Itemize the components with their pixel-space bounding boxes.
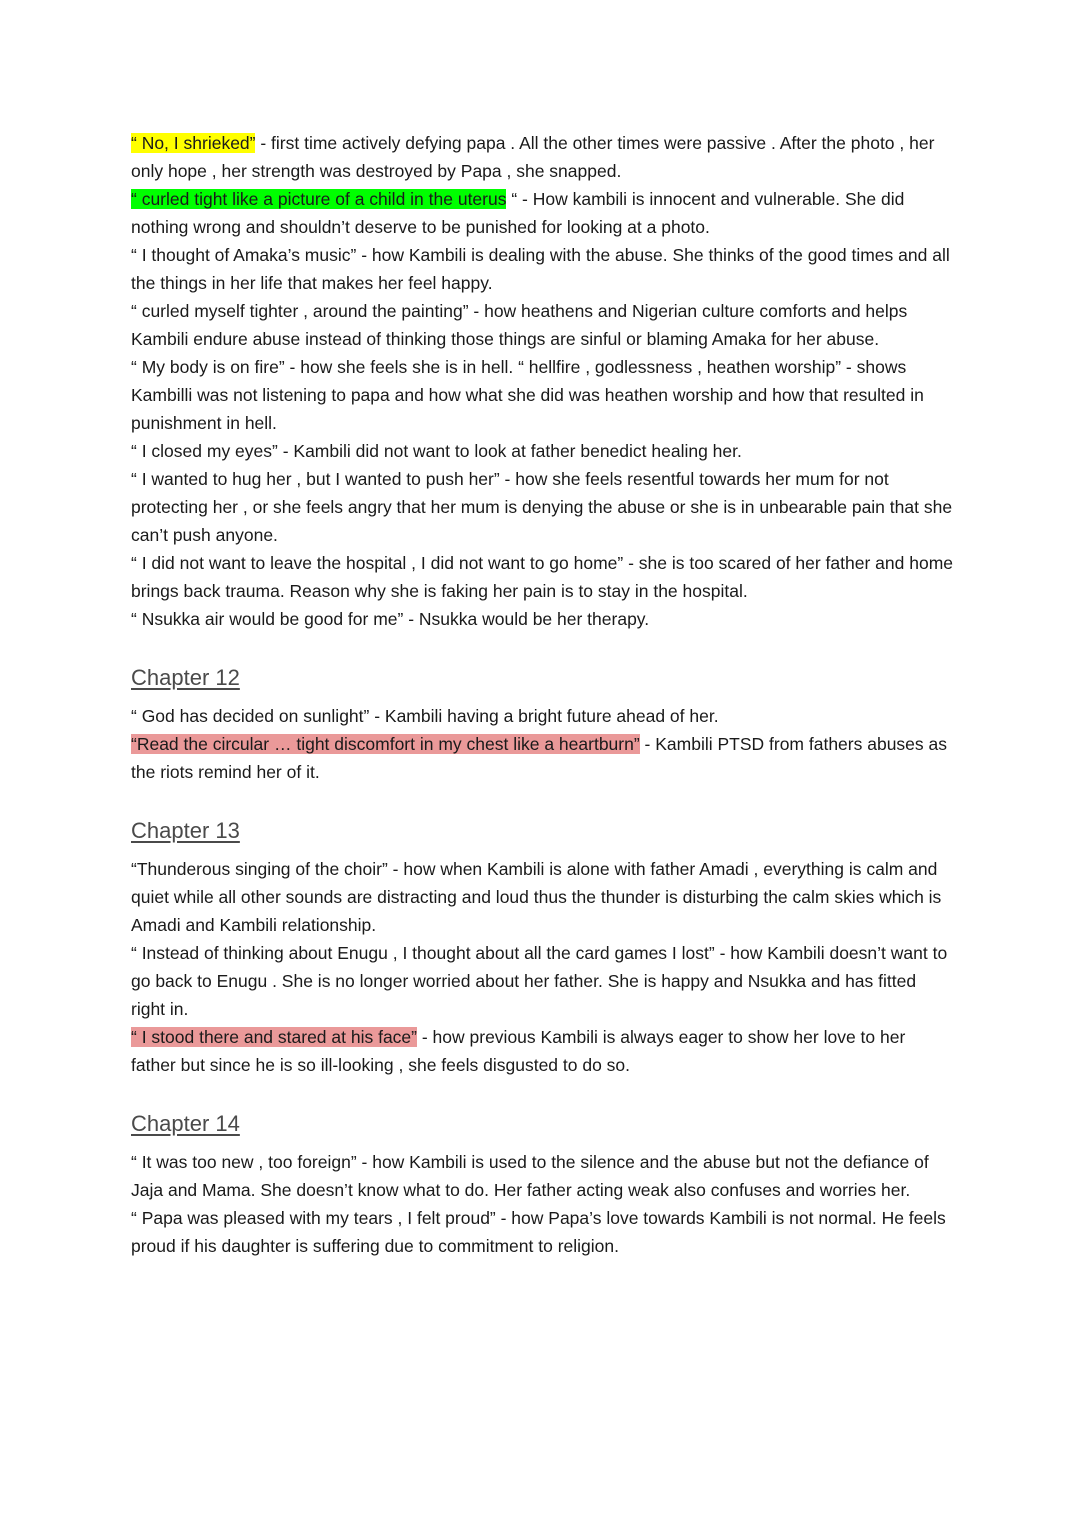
highlighted-quote: “ No, I shrieked” [131,133,256,153]
note-paragraph [131,1023,953,1079]
note-text: “Thunderous singing of the choir” - how when Kambili is alone with father Amadi , everything is calm and quiet while all other sounds are distracting and loud thus the thunder is disturbing the calm skies which is Amadi and Kambili relationship. [131,859,942,935]
note-paragraph [131,939,953,1023]
note-text: “ I did not want to leave the hospital , I did not want to go home” - she is too scared of her father and home brings back trauma. Reason why she is faking her pain is to stay in the hospital. [131,553,954,601]
note-paragraph [131,241,953,297]
note-text: “ Papa was pleased with my tears , I felt proud” - how Papa’s love towards Kambili is not normal. He feels proud if his daughter is suffering due to commitment to religion. [131,1208,946,1256]
note-paragraph [131,702,953,730]
note-paragraph [131,730,953,786]
chapter-heading: Chapter 12 [131,665,240,690]
note-text: “ It was too new , too foreign” - how Kambili is used to the silence and the abuse but not the defiance of Jaja and Mama. She doesn’t know what to do. Her father acting weak also confuses and worries her. [131,1152,929,1200]
note-paragraph [131,185,953,241]
note-text: “ My body is on fire” - how she feels she is in hell. “ hellfire , godlessness , heathen worship” - shows Kambilli was not listening to papa and how what she did was heathen worship and how that resulted in punishment in hell. [131,357,924,433]
chapter-section [131,817,953,1079]
note-text: “ I closed my eyes” - Kambili did not want to look at father benedict healing her. [131,441,742,461]
chapter-section [131,1110,953,1260]
chapters-container [131,664,953,1260]
note-paragraph [131,605,953,633]
note-text: - how previous Kambili is always eager to show her love to her father but since he is so ill-looking , she feels disgusted to do so. [131,1027,906,1075]
note-paragraph [131,437,953,465]
chapter-heading: Chapter 14 [131,1111,240,1136]
note-paragraph [131,1148,953,1204]
note-text: “ Instead of thinking about Enugu , I thought about all the card games I lost” - how Kambili doesn’t want to go back to Enugu . She is no longer worried about her father. She is happy and Nsukka and has fitted right in. [131,943,948,1019]
note-text: “ God has decided on sunlight” - Kambili having a bright future ahead of her. [131,706,719,726]
chapter-section [131,664,953,786]
intro-section [131,129,953,633]
note-paragraph [131,129,953,185]
note-paragraph [131,353,953,437]
highlighted-quote: “ I stood there and stared at his face” [131,1027,417,1047]
note-paragraph [131,297,953,353]
note-text: “ curled myself tighter , around the painting” - how heathens and Nigerian culture comforts and helps Kambili endure abuse instead of thinking those things are sinful or blaming Amaka for her abuse. [131,301,908,349]
note-text: “ I thought of Amaka’s music” - how Kambili is dealing with the abuse. She thinks of the good times and all the things in her life that makes her feel happy. [131,245,950,293]
note-text: “ Nsukka air would be good for me” - Nsukka would be her therapy. [131,609,650,629]
note-paragraph [131,855,953,939]
document-page [131,129,953,1260]
note-paragraph [131,465,953,549]
chapter-heading: Chapter 13 [131,818,240,843]
note-text: “ I wanted to hug her , but I wanted to push her” - how she feels resentful towards her mum for not protecting her , or she feels angry that her mum is denying the abuse or she is in unbearable pain that she can’t push anyone. [131,469,953,545]
note-text: - Kambili PTSD from fathers abuses as the riots remind her of it. [131,734,947,782]
note-text: “ - How kambili is innocent and vulnerable. She did nothing wrong and shouldn’t deserve to be punished for looking at a photo. [131,189,905,237]
note-text: - first time actively defying papa . All the other times were passive . After the photo , her only hope , her strength was destroyed by Papa , she snapped. [131,133,935,181]
note-paragraph [131,1204,953,1260]
note-paragraph [131,549,953,605]
highlighted-quote: “ curled tight like a picture of a child in the uterus [131,189,507,209]
highlighted-quote: “Read the circular … tight discomfort in my chest like a heartburn” [131,734,640,754]
